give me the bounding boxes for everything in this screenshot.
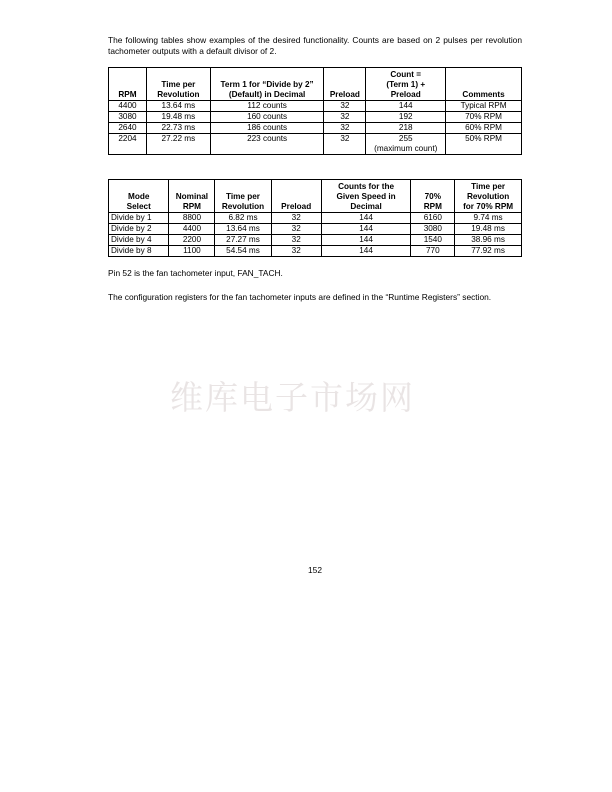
table-row xyxy=(109,134,522,155)
cell-mode: Divide by 2 xyxy=(109,224,169,235)
cell-preload: 32 xyxy=(271,224,321,235)
cell-time: 54.54 ms xyxy=(215,246,271,257)
cell-time: 27.22 ms xyxy=(146,134,210,155)
cell-preload: 32 xyxy=(271,213,321,224)
cell-counts: 144 xyxy=(321,235,411,246)
cell-rpm: 2204 xyxy=(109,134,147,155)
cell-preload: 32 xyxy=(324,123,366,134)
cell-comments: 50% RPM xyxy=(446,134,522,155)
cell-term: 223 counts xyxy=(210,134,324,155)
cell-rpm: 8800 xyxy=(169,213,215,224)
table-row xyxy=(109,224,522,235)
cell-term: 186 counts xyxy=(210,123,324,134)
intro-paragraph: The following tables show examples of the desired functionality. Counts are based on 2 pulses per revolution tachometer outputs with a default divisor of 2. xyxy=(108,35,522,56)
col-header-mode-select: Mode Select xyxy=(109,180,169,213)
cell-rpm70: 770 xyxy=(411,246,455,257)
cell-term: 112 counts xyxy=(210,101,324,112)
config-note-paragraph: The configuration registers for the fan tachometer inputs are defined in the “Runtime Registers” section. xyxy=(108,292,492,302)
col-header-time-per-revolution: Time per Revolution xyxy=(215,180,271,213)
col-header-counts: Counts for the Given Speed in Decimal xyxy=(321,180,411,213)
table-row xyxy=(109,112,522,123)
cell-preload: 32 xyxy=(271,235,321,246)
cell-time: 27.27 ms xyxy=(215,235,271,246)
cell-mode: Divide by 8 xyxy=(109,246,169,257)
page-number: 152 xyxy=(308,565,322,575)
cell-rpm70: 1540 xyxy=(411,235,455,246)
watermark-text: 维库电子市场网 xyxy=(170,378,415,417)
table-header-row xyxy=(109,180,522,213)
cell-comments: 70% RPM xyxy=(446,112,522,123)
cell-term: 160 counts xyxy=(210,112,324,123)
table-row xyxy=(109,123,522,134)
cell-counts: 144 xyxy=(321,246,411,257)
col-header-preload: Preload xyxy=(324,68,366,101)
divide-mode-table xyxy=(108,179,522,257)
cell-count: 192 xyxy=(366,112,446,123)
table-header-row xyxy=(109,68,522,101)
cell-preload: 32 xyxy=(324,112,366,123)
cell-time: 6.82 ms xyxy=(215,213,271,224)
cell-time: 13.64 ms xyxy=(146,101,210,112)
cell-time: 19.48 ms xyxy=(146,112,210,123)
table-row xyxy=(109,235,522,246)
col-header-rpm: RPM xyxy=(109,68,147,101)
col-header-count: Count = (Term 1) + Preload xyxy=(366,68,446,101)
cell-time70: 19.48 ms xyxy=(455,224,522,235)
col-header-nominal-rpm: Nominal RPM xyxy=(169,180,215,213)
pin-note-paragraph: Pin 52 is the fan tachometer input, FAN_TACH. xyxy=(108,268,283,278)
col-header-70pct-rpm: 70% RPM xyxy=(411,180,455,213)
cell-rpm: 4400 xyxy=(109,101,147,112)
cell-comments: 60% RPM xyxy=(446,123,522,134)
cell-count-note: (maximum count) xyxy=(374,144,438,153)
cell-preload: 32 xyxy=(324,101,366,112)
cell-counts: 144 xyxy=(321,224,411,235)
col-header-preload: Preload xyxy=(271,180,321,213)
table-row xyxy=(109,246,522,257)
cell-counts: 144 xyxy=(321,213,411,224)
cell-comments: Typical RPM xyxy=(446,101,522,112)
cell-mode: Divide by 4 xyxy=(109,235,169,246)
cell-rpm70: 6160 xyxy=(411,213,455,224)
cell-rpm: 2640 xyxy=(109,123,147,134)
cell-mode: Divide by 1 xyxy=(109,213,169,224)
cell-preload: 32 xyxy=(271,246,321,257)
col-header-term1: Term 1 for “Divide by 2” (Default) in Decimal xyxy=(210,68,324,101)
cell-time70: 38.96 ms xyxy=(455,235,522,246)
col-header-time-per-revolution: Time per Revolution xyxy=(146,68,210,101)
cell-preload: 32 xyxy=(324,134,366,155)
cell-rpm: 3080 xyxy=(109,112,147,123)
table-row xyxy=(109,213,522,224)
cell-time: 22.73 ms xyxy=(146,123,210,134)
cell-time: 13.64 ms xyxy=(215,224,271,235)
cell-rpm: 4400 xyxy=(169,224,215,235)
cell-rpm: 2200 xyxy=(169,235,215,246)
cell-rpm: 1100 xyxy=(169,246,215,257)
rpm-count-table xyxy=(108,67,522,155)
cell-rpm70: 3080 xyxy=(411,224,455,235)
col-header-comments: Comments xyxy=(446,68,522,101)
col-header-time-70pct: Time per Revolution for 70% RPM xyxy=(455,180,522,213)
cell-time70: 77.92 ms xyxy=(455,246,522,257)
cell-count: 218 xyxy=(366,123,446,134)
cell-count: 255 (maximum count) xyxy=(366,134,446,155)
cell-count: 144 xyxy=(366,101,446,112)
table-row xyxy=(109,101,522,112)
cell-time70: 9.74 ms xyxy=(455,213,522,224)
